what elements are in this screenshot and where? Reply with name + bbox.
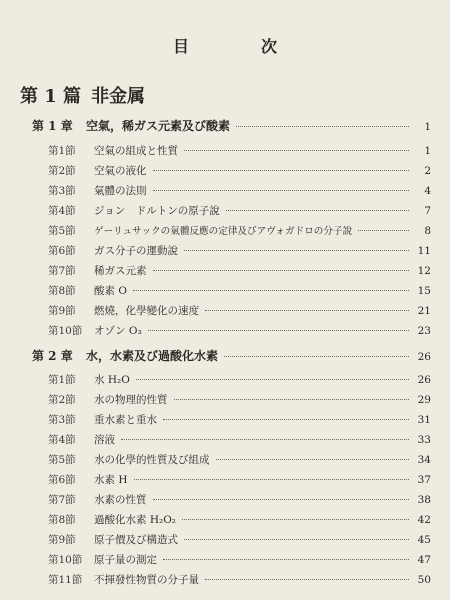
section-number: 第9節	[48, 534, 76, 546]
part-heading	[20, 82, 145, 108]
section-number: 第6節	[48, 474, 76, 486]
dot-leader	[184, 150, 409, 151]
toc-entry	[48, 452, 431, 467]
toc-entry	[48, 283, 431, 298]
toc-entry	[48, 472, 431, 487]
dot-leader	[184, 539, 409, 540]
section-number: 第4節	[48, 205, 76, 217]
chapter-page: 1	[424, 121, 431, 133]
toc-entry	[48, 512, 431, 527]
section-number: 第4節	[48, 434, 76, 446]
section-page: 21	[417, 305, 431, 317]
dot-leader	[226, 210, 409, 211]
dot-leader	[205, 579, 409, 580]
section-title: 酸素 O	[94, 285, 127, 297]
section-page: 4	[424, 185, 431, 197]
part-title: 非金属	[91, 86, 146, 107]
section-title: 不揮發性物質の分子量	[94, 574, 199, 586]
section-page: 31	[417, 414, 431, 426]
dot-leader	[121, 439, 409, 440]
dot-leader	[358, 230, 409, 231]
section-page: 2	[424, 165, 431, 177]
section-page: 12	[417, 265, 431, 277]
section-title: オゾン O₃	[94, 325, 142, 337]
section-page: 45	[417, 534, 431, 546]
dot-leader	[153, 170, 410, 171]
section-number: 第2節	[48, 394, 76, 406]
section-title: 空氣の液化	[94, 165, 147, 177]
section-number: 第7節	[48, 265, 76, 277]
toc-entry	[48, 303, 431, 318]
section-number: 第2節	[48, 165, 76, 177]
toc-entry	[48, 412, 431, 427]
chapter-title: 水，水素及び過酸化水素	[86, 349, 219, 363]
section-number: 第6節	[48, 245, 76, 257]
section-title: 空氣の組成と性質	[94, 145, 178, 157]
section-page: 8	[424, 225, 431, 237]
toc-entry	[48, 243, 431, 258]
section-title: 原子價及び構造式	[94, 534, 178, 546]
dot-leader	[148, 330, 409, 331]
section-number: 第7節	[48, 494, 76, 506]
chapter-number: 第 2 章	[32, 349, 73, 363]
section-number: 第9節	[48, 305, 76, 317]
toc-entry	[48, 203, 431, 218]
dot-leader	[163, 419, 409, 420]
dot-leader	[163, 559, 409, 560]
section-title: 水の化學的性質及び組成	[94, 454, 210, 466]
section-number: 第5節	[48, 225, 76, 237]
section-title: 溶液	[94, 434, 115, 446]
dot-leader	[224, 356, 409, 357]
dot-leader	[205, 310, 409, 311]
section-page: 26	[417, 374, 431, 386]
section-title: ゲーリュサックの氣體反應の定律及びアヴォガドロの分子說	[94, 226, 353, 237]
dot-leader	[174, 399, 410, 400]
toc-entry	[48, 492, 431, 507]
section-number: 第10節	[48, 325, 83, 337]
section-number: 第3節	[48, 414, 76, 426]
toc-entry	[48, 432, 431, 447]
section-number: 第3節	[48, 185, 76, 197]
chapter-title: 空氣，稀ガス元素及び酸素	[86, 119, 231, 133]
section-page: 42	[417, 514, 431, 526]
section-title: 水素の性質	[94, 494, 147, 506]
section-page: 7	[424, 205, 431, 217]
dot-leader	[153, 499, 410, 500]
toc-entry	[48, 392, 431, 407]
section-page: 34	[417, 454, 431, 466]
chapter-page: 26	[417, 351, 431, 363]
section-page: 38	[417, 494, 431, 506]
part-number: 第 1 篇	[20, 86, 82, 107]
section-title: ジョン ドルトンの原子說	[94, 205, 220, 217]
toc-entry	[48, 532, 431, 547]
toc-entry	[48, 163, 431, 178]
dot-leader	[136, 379, 409, 380]
section-page: 23	[417, 325, 431, 337]
section-number: 第10節	[48, 554, 83, 566]
section-page: 1	[424, 145, 431, 157]
dot-leader	[184, 250, 409, 251]
toc-entry	[48, 323, 431, 338]
toc-chapter-1	[32, 117, 431, 134]
section-page: 11	[417, 245, 431, 257]
section-title: 氣體の法則	[94, 185, 147, 197]
section-title: 燃燒，化學變化の速度	[94, 305, 199, 317]
section-title: 原子量の測定	[94, 554, 157, 566]
toc-entry	[48, 552, 431, 567]
section-page: 37	[417, 474, 431, 486]
dot-leader	[153, 190, 410, 191]
section-number: 第1節	[48, 374, 76, 386]
section-page: 47	[417, 554, 431, 566]
page-title: 目 次	[172, 37, 305, 56]
section-number: 第11節	[48, 574, 83, 586]
dot-leader	[134, 479, 410, 480]
section-number: 第5節	[48, 454, 76, 466]
section-number: 第8節	[48, 285, 76, 297]
section-page: 29	[417, 394, 431, 406]
toc-entry	[48, 372, 431, 387]
toc-chapter-2	[32, 347, 431, 364]
section-title: 水素 H	[94, 474, 128, 486]
dot-leader	[216, 459, 410, 460]
section-number: 第8節	[48, 514, 76, 526]
section-title: 水 H₂O	[94, 374, 130, 386]
section-title: 水の物理的性質	[94, 394, 168, 406]
section-title: 稀ガス元素	[94, 265, 147, 277]
dot-leader	[133, 290, 409, 291]
chapter-number: 第 1 章	[32, 119, 73, 133]
section-title: 重水素と重水	[94, 414, 157, 426]
toc-entry	[48, 572, 431, 587]
toc-entry	[48, 263, 431, 278]
section-page: 33	[417, 434, 431, 446]
toc-entry	[48, 223, 431, 238]
toc-entry	[48, 143, 431, 158]
section-title: 過酸化水素 H₂O₂	[94, 514, 177, 526]
toc-entry	[48, 183, 431, 198]
section-number: 第1節	[48, 145, 76, 157]
section-page: 15	[417, 285, 431, 297]
dot-leader	[236, 126, 409, 127]
section-title: ガス分子の運動說	[94, 245, 178, 257]
section-page: 50	[417, 574, 431, 586]
dot-leader	[182, 519, 409, 520]
dot-leader	[153, 270, 410, 271]
